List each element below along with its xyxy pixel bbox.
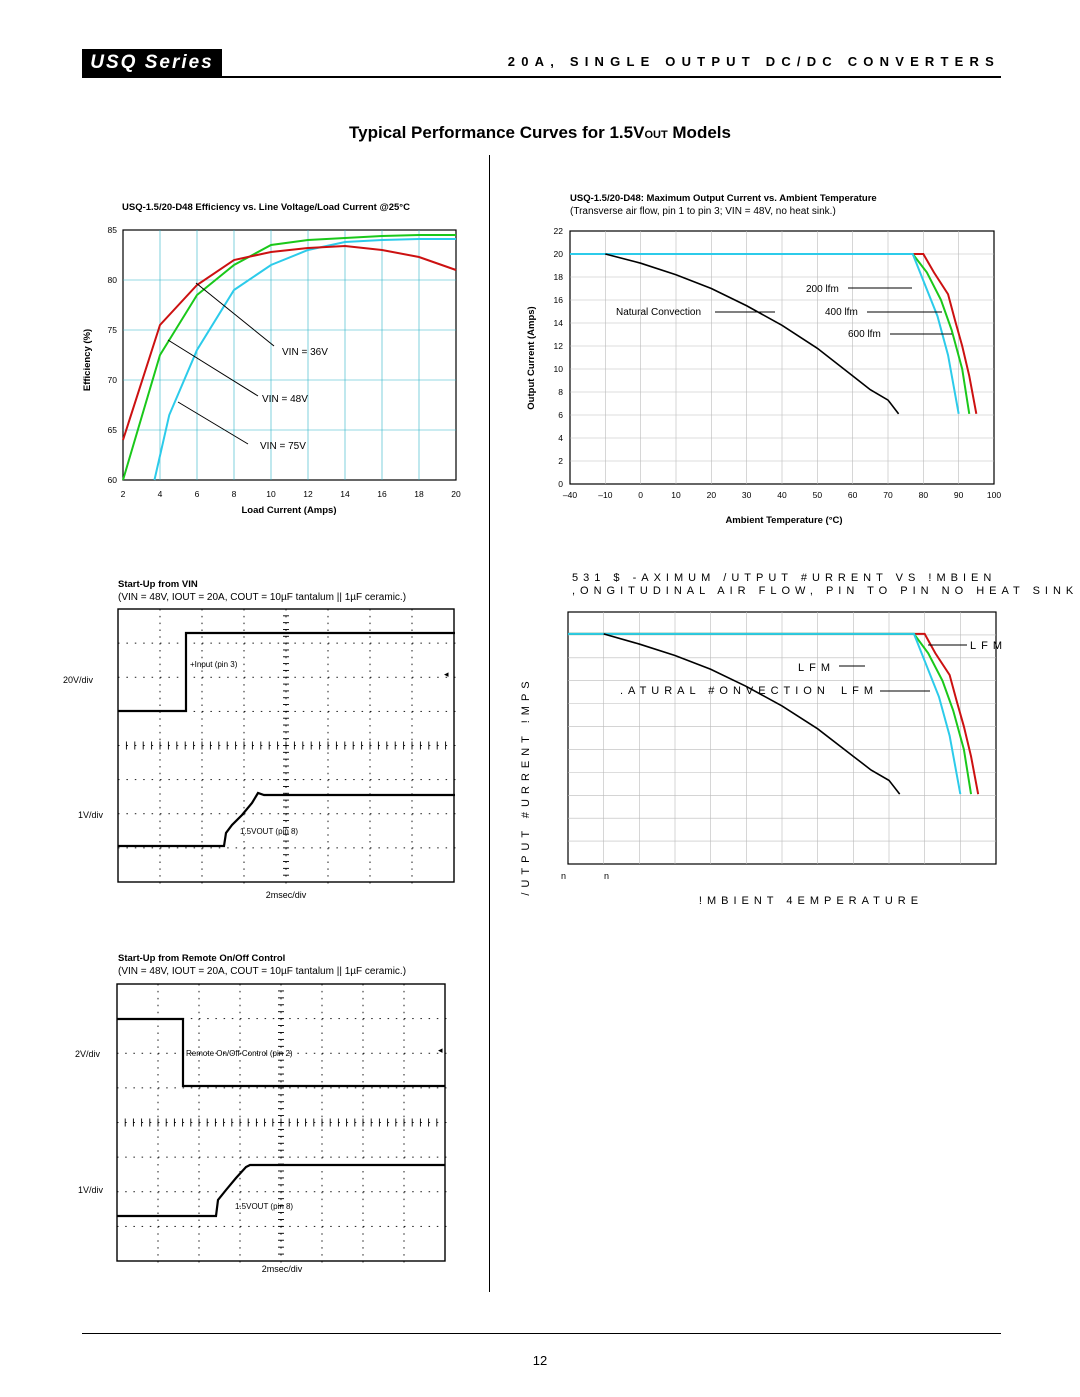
maxcurrent-y-tick: 2 [558,456,563,466]
maxcurrent-x-tick: –10 [598,490,613,500]
scope1-marker: ◂ [444,669,449,679]
page-title [0,123,1080,143]
efficiency-y-tick: 75 [107,325,117,335]
scope1-subtitle: (VIN = 48V, IOUT = 20A, COUT = 10µF tantalum || 1µF ceramic.) [118,592,407,603]
garbled-label-3: .ATURAL #ONVECTION [620,685,830,697]
efficiency-chart-title: USQ-1.5/20-D48 Efficiency vs. Line Voltage/Load Current @25°C [122,202,410,213]
maxcurrent-x-tick: 20 [706,490,717,500]
scope2-title: Start-Up from Remote On/Off Control [118,953,286,964]
maxcurrent-y-tick: 12 [553,341,563,351]
scope2-ch2-scale: 1V/div [78,1185,104,1195]
page-title-tail: Models [667,123,731,142]
garbled-chart-title: 531 $ -AXIMUM /UTPUT #URRENT VS !MBIEN [572,572,997,584]
maxcurrent-x-tick: 90 [953,490,964,500]
maxcurrent-x-tick: 70 [883,490,893,500]
efficiency-y-label: Efficiency (%) [82,328,93,392]
scope1-title: Start-Up from VIN [118,579,198,590]
garbled-tick-1: n [561,871,567,881]
maxcurrent-y-tick: 8 [558,387,563,397]
scope1-ch1-label: +Input (pin 3) [190,660,238,669]
maxcurrent-y-tick: 10 [553,364,563,374]
scope2-timebase: 2msec/div [261,1264,303,1274]
garbled-label-4: LFM [841,685,878,697]
garbled-label-1: LFM [970,640,1007,652]
maxcurrent-chart-subtitle: (Transverse air flow, pin 1 to pin 3; VIN = 48V, no heat sink.) [570,206,836,217]
maxcurrent-x-tick: 0 [638,490,644,500]
efficiency-x-tick: 2 [120,489,126,499]
page-number: 12 [532,1353,548,1368]
maxcurrent-y-tick: 18 [553,272,563,282]
header-title: 20A, SINGLE OUTPUT DC/DC CONVERTERS [507,54,1000,69]
footer-rule [82,1333,1001,1334]
garbled-chart-subtitle: ,ONGITUDINAL AIR FLOW, PIN TO PIN NO HEAT SINK [572,585,1079,597]
maxcurrent-y-tick: 22 [553,226,563,236]
maxcurrent-x-tick: 60 [847,490,858,500]
label-400lfm: 400 lfm [825,307,858,318]
garbled-tick-2: n [604,871,610,881]
page-title-subscript: OUT [644,129,668,141]
garbled-label-2: LFM [798,662,835,674]
maxcurrent-x-tick: 40 [777,490,787,500]
efficiency-x-tick: 10 [266,489,276,499]
maxcurrent-x-tick: 80 [918,490,929,500]
maxcurrent-y-tick: 6 [558,410,563,420]
efficiency-y-tick: 60 [107,475,117,485]
maxcurrent-chart [510,220,1010,530]
efficiency-y-tick: 70 [107,375,117,385]
scope1-ch2-label: 1.5VOUT (pin 8) [240,827,299,836]
maxcurrent-x-tick: 10 [671,490,681,500]
scope2-ch1-scale: 2V/div [75,1049,101,1059]
maxcurrent-x-label: Ambient Temperature (°C) [725,515,843,526]
scope1-ch2-scale: 1V/div [78,810,104,820]
garbled-chart [505,580,1010,910]
scope2-ch1-label: Remote On/Off Control (pin 2) [186,1049,293,1058]
maxcurrent-x-tick: 30 [741,490,752,500]
label-200lfm: 200 lfm [806,284,839,295]
garbled-y-label: /UTPUT #URRENT !MPS [520,676,532,896]
maxcurrent-y-tick: 20 [553,249,563,259]
efficiency-y-tick: 65 [107,425,117,435]
label-vin-36: VIN = 36V [282,347,328,358]
maxcurrent-y-tick: 16 [553,295,563,305]
label-vin-75: VIN = 75V [260,441,306,452]
maxcurrent-x-tick: –40 [562,490,578,500]
page-title-main: Typical Performance Curves for 1.5V [349,123,645,142]
scope2-subtitle: (VIN = 48V, IOUT = 20A, COUT = 10µF tantalum || 1µF ceramic.) [118,966,407,977]
maxcurrent-x-tick: 100 [986,490,1002,500]
maxcurrent-y-tick: 4 [558,433,563,443]
label-600lfm: 600 lfm [848,329,881,340]
scope1-input-trace [118,633,455,711]
efficiency-x-tick: 20 [451,489,461,499]
efficiency-x-label: Load Current (Amps) [241,505,337,516]
efficiency-x-tick: 6 [194,489,200,499]
efficiency-x-tick: 4 [157,489,163,499]
efficiency-x-tick: 16 [377,489,387,499]
scope2-marker: ◂ [438,1045,443,1055]
scope2-ch2-label: 1.5VOUT (pin 8) [235,1202,294,1211]
column-divider [489,155,490,1292]
efficiency-x-tick: 18 [414,489,424,499]
maxcurrent-y-tick: 14 [553,318,563,328]
scope1-timebase: 2msec/div [265,890,307,900]
efficiency-x-tick: 14 [340,489,350,499]
efficiency-x-tick: 12 [303,489,313,499]
scope2-trace [60,980,460,1280]
maxcurrent-y-label: Output Current (Amps) [526,306,537,410]
garbled-x-label: !MBIENT 4EMPERATURE [698,895,924,907]
label-vin-48: VIN = 48V [262,394,308,405]
efficiency-x-tick: 8 [231,489,237,499]
scope1-ch1-scale: 20V/div [63,675,94,685]
scope1-trace [60,605,460,905]
series-tab: USQ Series [82,49,222,77]
efficiency-y-tick: 85 [107,225,117,235]
scope1-output-trace [118,793,455,846]
maxcurrent-x-tick: 50 [812,490,823,500]
efficiency-chart [78,220,470,520]
maxcurrent-y-tick: 0 [558,479,563,489]
efficiency-y-tick: 80 [107,275,117,285]
header-rule [82,76,1001,78]
label-natural-convection: Natural Convection [616,307,702,318]
maxcurrent-chart-title: USQ-1.5/20-D48: Maximum Output Current vs. Ambient Temperature [570,193,877,204]
